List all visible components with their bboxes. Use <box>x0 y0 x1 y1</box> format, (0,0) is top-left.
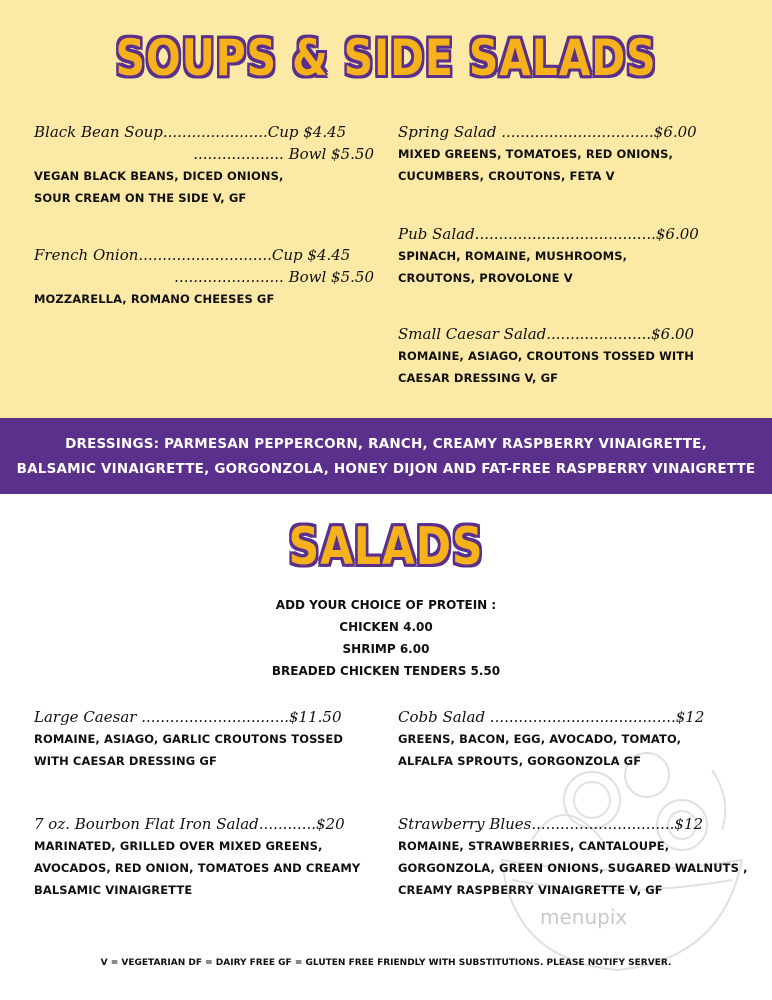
salads-section-title: SALADS <box>288 517 484 577</box>
item-description: SPINACH, ROMAINE, MUSHROOMS, CROUTONS, PROVOLONE V <box>398 249 628 285</box>
item-name: Large Caesar ...............................$11.50 <box>34 708 342 726</box>
menu-item-small-caesar-salad <box>398 323 748 389</box>
item-name: French Onion............................Cup $4.45 <box>34 246 351 264</box>
item-price-bowl: ....................... Bowl $5.50 <box>174 268 374 286</box>
item-name: Spring Salad ................................$6.00 <box>398 123 697 141</box>
item-description: MIXED GREENS, TOMATOES, RED ONIONS, CUCUMBERS, CROUTONS, FETA V <box>398 147 673 183</box>
menu-item-bourbon-flat-iron-salad <box>34 813 384 901</box>
protein-option-chicken-tenders: BREADED CHICKEN TENDERS 5.50 <box>271 664 501 678</box>
item-name: Pub Salad......................................$6.00 <box>398 225 699 243</box>
soups-section-title: SOUPS & SIDE SALADS <box>115 29 657 87</box>
protein-option-shrimp: SHRIMP 6.00 <box>342 642 430 656</box>
menu-item-strawberry-blues <box>398 813 748 901</box>
item-description: ROMAINE, STRAWBERRIES, CANTALOUPE, GORGONZOLA, GREEN ONIONS, SUGARED WALNUTS , CREAMY RASPBERRY VINAIGRETTE V, GF <box>398 839 748 897</box>
protein-options <box>0 594 772 682</box>
item-description: ROMAINE, ASIAGO, CROUTONS TOSSED WITH CAESAR DRESSING V, GF <box>398 349 694 385</box>
menu-item-cobb-salad <box>398 706 748 772</box>
dressings-line-2: BALSAMIC VINAIGRETTE, GORGONZOLA, HONEY DIJON AND FAT-FREE RASPBERRY VINAIGRETTE <box>16 461 756 477</box>
item-description: VEGAN BLACK BEANS, DICED ONIONS, SOUR CREAM ON THE SIDE V, GF <box>34 169 284 205</box>
item-name: Strawberry Blues..............................$12 <box>398 815 704 833</box>
menu-item-large-caesar <box>34 706 384 772</box>
item-name: Small Caesar Salad......................$6.00 <box>398 325 695 343</box>
dietary-legend: V = VEGETARIAN DF = DAIRY FREE GF = GLUTEN FREE FRIENDLY WITH SUBSTITUTIONS. PLEASE NOTIFY SERVER. <box>100 958 672 968</box>
item-description: MOZZARELLA, ROMANO CHEESES GF <box>34 292 275 306</box>
item-description: GREENS, BACON, EGG, AVOCADO, TOMATO, ALFALFA SPROUTS, GORGONZOLA GF <box>398 732 682 768</box>
menu-item-black-bean-soup <box>34 121 384 209</box>
protein-heading: ADD YOUR CHOICE OF PROTEIN : <box>275 598 497 612</box>
item-price-bowl: ................... Bowl $5.50 <box>193 145 374 163</box>
item-name: Black Bean Soup......................Cup $4.45 <box>34 123 347 141</box>
protein-option-chicken: CHICKEN 4.00 <box>339 620 433 634</box>
menu-item-pub-salad <box>398 223 748 289</box>
menu-item-french-onion <box>34 244 384 310</box>
item-name: Cobb Salad .......................................$12 <box>398 708 705 726</box>
item-name: 7 oz. Bourbon Flat Iron Salad............$20 <box>34 815 345 833</box>
watermark: menupix <box>540 905 628 929</box>
item-description: ROMAINE, ASIAGO, GARLIC CROUTONS TOSSED WITH CAESAR DRESSING GF <box>34 732 343 768</box>
dressings-banner <box>0 418 772 494</box>
menu-item-spring-salad <box>398 121 748 187</box>
dressings-line-1: DRESSINGS: PARMESAN PEPPERCORN, RANCH, CREAMY RASPBERRY VINAIGRETTE, <box>65 436 707 452</box>
item-description: MARINATED, GRILLED OVER MIXED GREENS, AVOCADOS, RED ONION, TOMATOES AND CREAMY BALSAMIC VINAIGRETTE <box>34 839 361 897</box>
